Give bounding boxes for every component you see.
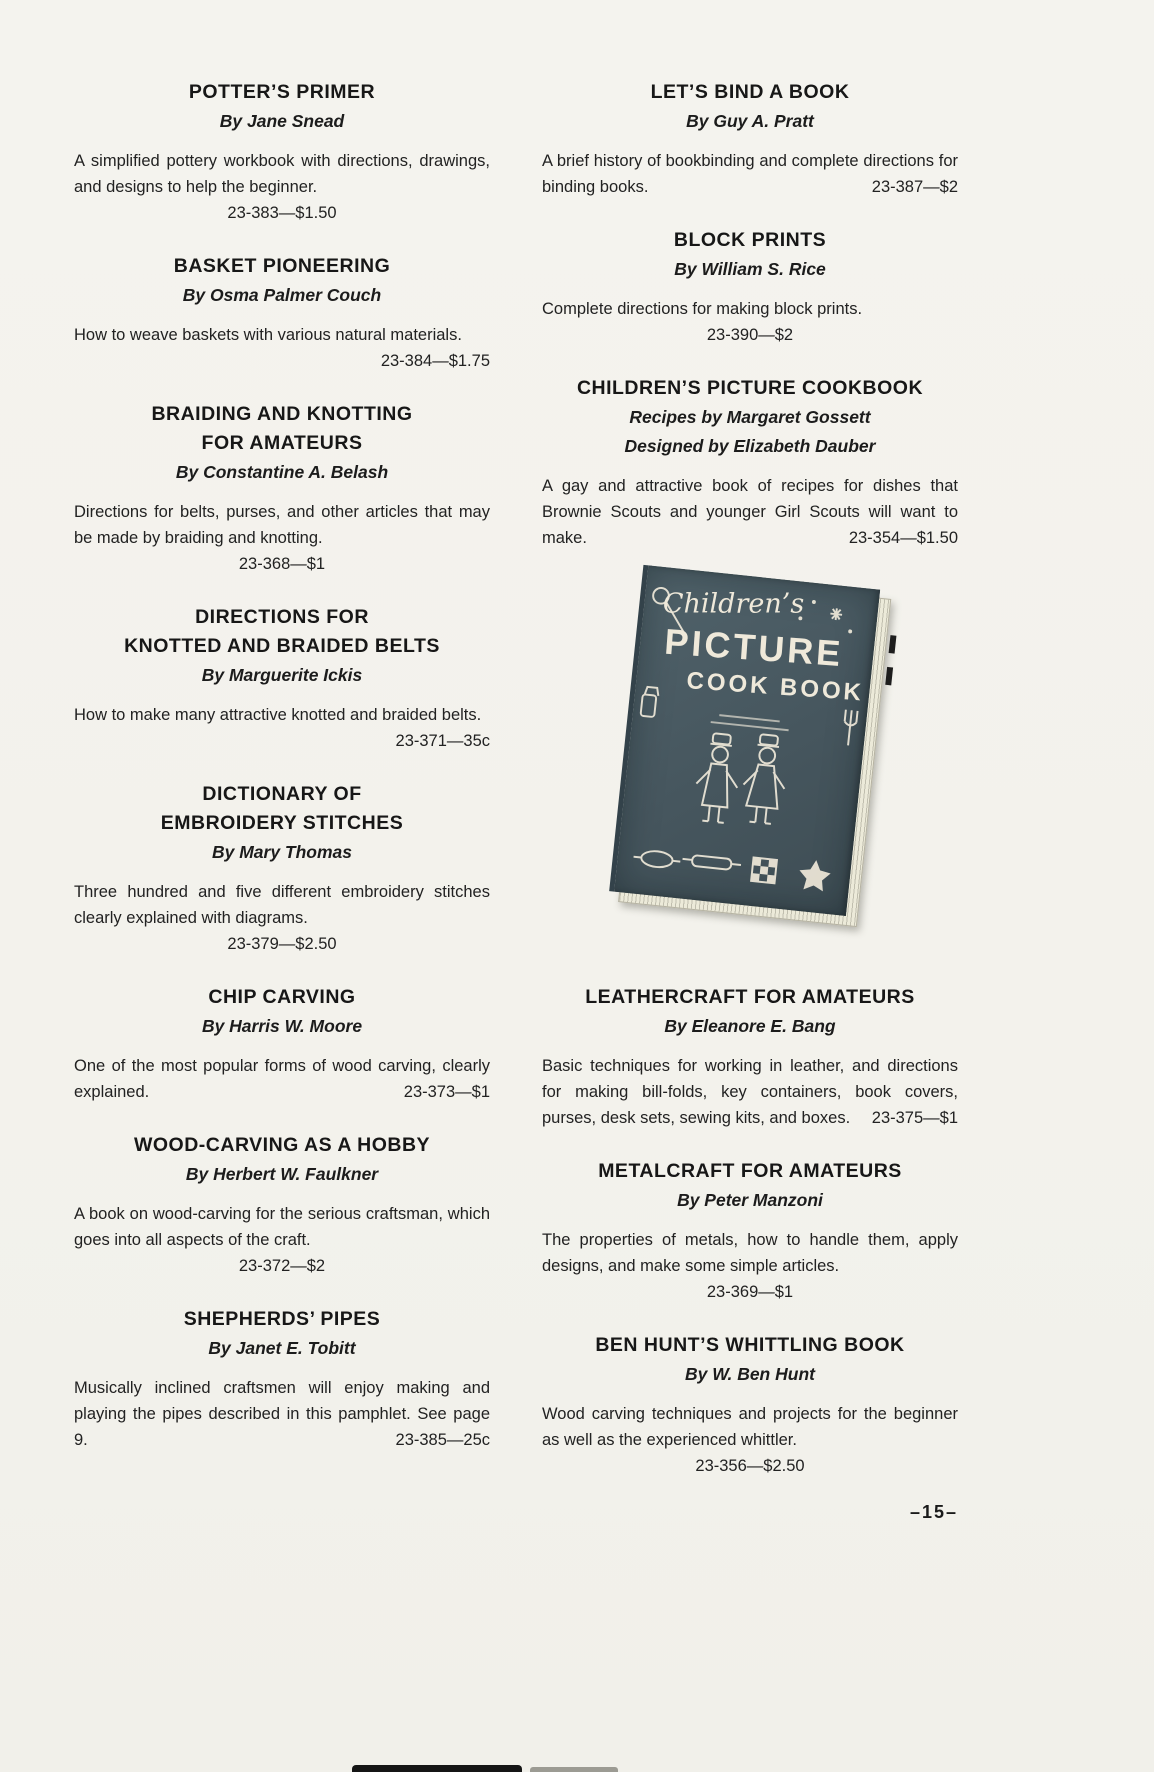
book-description (542, 296, 958, 322)
book-entry (542, 78, 958, 200)
book-front-cover (609, 565, 880, 916)
book-clasp-mark (889, 635, 897, 654)
book-entry (74, 78, 490, 226)
book-author-line: By W. Ben Hunt (685, 1364, 815, 1384)
book-entry (542, 374, 958, 551)
book-author-line: By Peter Manzoni (677, 1190, 823, 1210)
book-author-line: By Herbert W. Faulkner (185, 1164, 379, 1184)
book-description-text: The properties of metals, how to handle them, apply designs, and make some simple articles. (542, 1231, 958, 1275)
right-column (542, 78, 958, 1505)
book-entry (74, 1305, 490, 1453)
page-columns (74, 78, 958, 1505)
book-description (542, 1227, 958, 1279)
book-title-line: DIRECTIONS FOR (195, 606, 369, 628)
book-description (74, 1375, 490, 1453)
book-title-line: SHEPHERDS’ PIPES (183, 1308, 381, 1330)
book-description-text: Wood carving techniques and projects for the beginner as well as the experienced whittler. (542, 1405, 958, 1449)
book-description (74, 1201, 490, 1253)
book-description (542, 1053, 958, 1131)
catalog-code: 23-387—$2 (871, 178, 958, 196)
book-author-line: By Harris W. Moore (201, 1016, 363, 1036)
catalog-code: 23-369—$1 (706, 1283, 794, 1301)
book-title-line: CHIP CARVING (208, 986, 356, 1008)
catalog-code: 23-371—35c (395, 732, 490, 750)
book-description-text: A brief history of bookbinding and complete directions for binding books. (542, 152, 958, 196)
book-title-line: POTTER’S PRIMER (188, 81, 376, 103)
book-entry (74, 780, 490, 957)
book-description (74, 1053, 490, 1105)
book-entry (542, 226, 958, 348)
book-object (608, 565, 892, 929)
book-description (74, 148, 490, 200)
book-entry (74, 1131, 490, 1279)
book-author-line: By Jane Snead (219, 111, 345, 131)
book-description-text: A gay and attractive book of recipes for dishes that Brownie Scouts and younger Girl Scouts will want to make. (542, 477, 958, 547)
book-entry (542, 983, 958, 1131)
cover-script-title: Children’s (662, 588, 805, 620)
book-entry (74, 400, 490, 577)
book-title-line: WOOD-CARVING AS A HOBBY (133, 1134, 431, 1156)
catalog-code: 23-354—$1.50 (848, 529, 958, 547)
catalog-code: 23-375—$1 (871, 1109, 958, 1127)
book-author-line: By William S. Rice (674, 259, 826, 279)
book-author-line: By Mary Thomas (211, 842, 353, 862)
book-description-text: How to make many attractive knotted and braided belts. (74, 706, 482, 724)
fork-icon (842, 710, 857, 746)
book-author-line: By Eleanore E. Bang (664, 1016, 836, 1036)
book-title-line: FOR AMATEURS (201, 432, 363, 454)
book-description-text: A simplified pottery workbook with directions, drawings, and designs to help the beginner. (74, 152, 490, 196)
sparkle-dots-icon (797, 599, 855, 634)
chef-boy-figure (693, 732, 743, 824)
catalog-code: 23-373—$1 (403, 1083, 490, 1101)
catalog-code: 23-356—$2.50 (695, 1457, 805, 1475)
catalog-code: 23-385—25c (395, 1431, 490, 1449)
book-description (74, 702, 490, 754)
shaker-icon (641, 686, 660, 717)
catalog-code: 23-383—$1.50 (227, 204, 337, 222)
book-description (74, 879, 490, 931)
book-title-line: DICTIONARY OF (202, 783, 362, 805)
book-description-text: Directions for belts, purses, and other articles that may be made by braiding and knotting. (74, 503, 490, 547)
book-title-line: CHILDREN’S PICTURE COOKBOOK (576, 377, 924, 399)
book-description-text: One of the most popular forms of wood carving, clearly explained. (74, 1057, 490, 1101)
book-description-text: A book on wood-carving for the serious craftsman, which goes into all aspects of the craft. (74, 1205, 490, 1249)
book-description-text: Complete directions for making block prints. (542, 300, 863, 318)
book-entry (74, 603, 490, 754)
book-title-line: LEATHERCRAFT FOR AMATEURS (585, 986, 915, 1008)
checkerboard-icon (751, 857, 777, 883)
book-title-line: BEN HUNT’S WHITTLING BOOK (595, 1334, 905, 1356)
book-description (542, 148, 958, 200)
book-description-text: Basic techniques for working in leather, and directions for making bill-folds, key containers, book covers, purses, desk sets, sewing kits, and boxes. (542, 1057, 958, 1127)
star-icon (798, 859, 832, 892)
catalog-code: 23-384—$1.75 (380, 352, 490, 370)
book-title-line: METALCRAFT FOR AMATEURS (598, 1160, 902, 1182)
book-description-text: Musically inclined craftsmen will enjoy making and playing the pipes described in this pamphlet. See page 9. (74, 1379, 490, 1449)
book-author-line: By Guy A. Pratt (686, 111, 814, 131)
book-description (74, 322, 490, 374)
book-title-line: LET’S BIND A BOOK (650, 81, 850, 103)
book-title-line: EMBROIDERY STITCHES (160, 812, 404, 834)
scan-artifact-light (530, 1767, 618, 1772)
chef-girl-figure (740, 733, 790, 825)
catalog-code: 23-368—$1 (238, 555, 326, 573)
catalog-code: 23-379—$2.50 (227, 935, 337, 953)
book-author-line: Designed by Elizabeth Dauber (624, 436, 876, 456)
book-description (74, 499, 490, 551)
cover-title-line1: PICTURE (663, 620, 845, 675)
rolling-pin-icon (682, 854, 742, 871)
catalog-code: 23-372—$2 (238, 1257, 326, 1275)
book-title-line: KNOTTED AND BRAIDED BELTS (124, 635, 440, 657)
book-title-line: BLOCK PRINTS (673, 229, 827, 251)
page-number: –15– (909, 1502, 958, 1522)
book-title-line: BASKET PIONEERING (173, 255, 391, 277)
book-author-line: By Janet E. Tobitt (208, 1338, 356, 1358)
book-entry (74, 983, 490, 1105)
book-description (542, 1401, 958, 1453)
byline-scribble (711, 713, 790, 731)
catalog-code: 23-390—$2 (706, 326, 794, 344)
book-entry (542, 1331, 958, 1479)
book-entry (542, 1157, 958, 1305)
bowl-icon (633, 849, 681, 869)
book-title-line: BRAIDING AND KNOTTING (151, 403, 413, 425)
book-description (542, 473, 958, 551)
book-author-line: By Marguerite Ickis (201, 665, 363, 685)
book-description-text: How to weave baskets with various natural materials. (74, 326, 462, 344)
book-description-text: Three hundred and five different embroidery stitches clearly explained with diagrams. (74, 883, 490, 927)
book-author-line: Recipes by Margaret Gossett (629, 407, 871, 427)
book-author-line: By Constantine A. Belash (175, 462, 389, 482)
left-column (74, 78, 490, 1505)
book-entry (74, 252, 490, 374)
book-clasp-mark (885, 667, 893, 686)
book-author-line: By Osma Palmer Couch (182, 285, 382, 305)
cover-title-line2: COOK BOOK (685, 667, 865, 707)
cookbook-cover-illustration (542, 577, 958, 955)
scan-artifact-dark (352, 1765, 522, 1772)
